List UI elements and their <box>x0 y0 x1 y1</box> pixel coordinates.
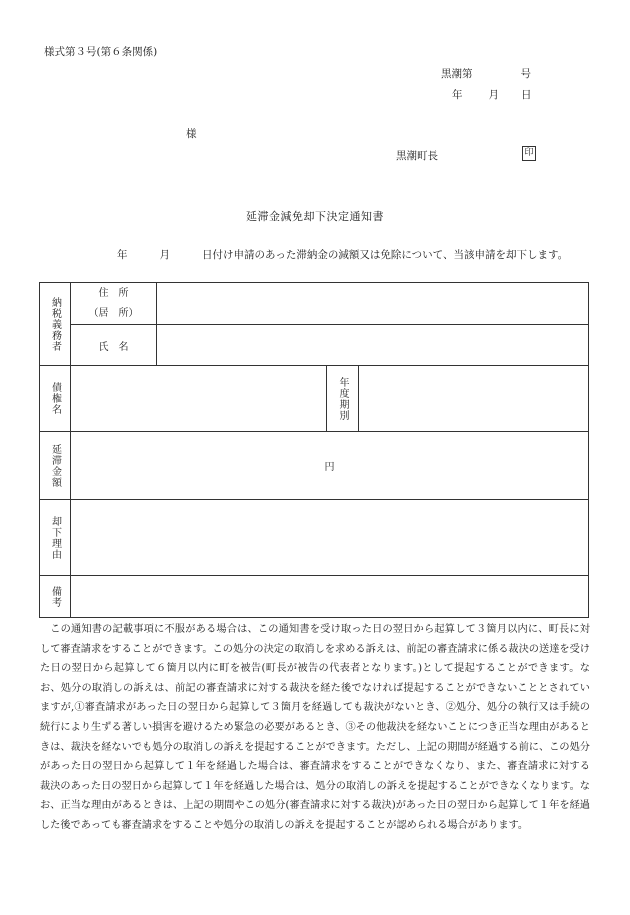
fiscal-period-label-cell <box>327 366 359 432</box>
rejection-reason-field[interactable] <box>71 500 589 576</box>
notice-month-label: 月 <box>159 249 170 261</box>
fiscal-period-field[interactable] <box>359 366 589 432</box>
late-fee-row <box>40 432 589 500</box>
residence-label: （居 所） <box>88 307 139 319</box>
remarks-label-cell <box>40 576 71 618</box>
form-number: 様式第３号(第６条関係) <box>44 46 158 58</box>
address-field[interactable] <box>157 283 589 325</box>
document-title: 延滞金減免却下決定通知書 <box>246 210 384 223</box>
claim-name-label-cell <box>40 366 71 432</box>
rejection-reason-label: 却下理由 <box>49 515 61 560</box>
issue-number-suffix: 号 <box>520 68 531 80</box>
address-label: 住 所 <box>98 287 129 299</box>
issue-number-prefix: 黒潮第 <box>441 68 473 80</box>
taxpayer-label: 納税義務者 <box>49 296 61 352</box>
late-fee-label-cell <box>40 432 71 500</box>
issue-number <box>441 66 531 81</box>
notice-sentence <box>117 247 568 262</box>
claim-name-field[interactable] <box>71 366 327 432</box>
issue-year-label: 年 <box>452 89 463 101</box>
issue-month-label: 月 <box>488 89 499 101</box>
fiscal-period-label: 年度期別 <box>337 376 348 421</box>
notice-year-label: 年 <box>117 249 128 261</box>
address-row <box>40 283 589 325</box>
notice-text: 日付け申請のあった滞納金の減額又は免除について、当該申請を却下します。 <box>202 249 569 261</box>
rejection-reason-row <box>40 500 589 576</box>
remarks-label: 備考 <box>49 585 61 608</box>
issue-day-label: 日 <box>521 89 532 101</box>
claim-name-label: 債権名 <box>49 382 61 415</box>
yen-unit: 円 <box>324 462 335 473</box>
claim-row <box>40 366 589 432</box>
name-row <box>40 325 589 366</box>
details-table <box>39 282 589 618</box>
late-fee-label: 延滞金額 <box>49 443 61 488</box>
remarks-field[interactable] <box>71 576 589 618</box>
addressee-suffix: 様 <box>186 128 197 140</box>
remarks-row <box>40 576 589 618</box>
late-fee-amount-field[interactable] <box>71 432 589 500</box>
rejection-reason-label-cell <box>40 500 71 576</box>
address-label-cell <box>71 283 157 325</box>
name-field[interactable] <box>157 325 589 366</box>
issue-date <box>452 87 532 102</box>
taxpayer-label-cell <box>40 283 71 366</box>
seal-box: 印 <box>522 146 536 161</box>
mayor-title: 黒潮町長 <box>396 150 438 162</box>
appeal-instructions: この通知書の記載事項に不服がある場合は、この通知書を受け取った日の翌日から起算して３箇月以内に、町長に対して審査請求をすることができます。この処分の決定の取消しを求める訴えは、前記の審査請求に係る裁決の送達を受けた日の翌日から起算して６箇月以内に町を被告(町長が被告の代表者となります。)として提起することができます。なお、処分の取消しの訴えは、前記の審査請求に対する裁決を経た後でなければ提起することができないこととされていますが,①審査請求があった日の翌日から起算して３箇月を経過しても裁決がないとき、②処分、処分の執行又は手続の続行により生ずる著しい損害を避けるため緊急の必要があるとき、③その他裁決を経ないことにつき正当な理由があるときは、裁決を経ないでも処分の取消しの訴えを提起することができます。ただし、上記の期間が経過する前に、この処分があった日の翌日から起算して１年を経過した場合は、審査請求をすることができなくなり、また、審査請求に対する裁決のあった日の翌日から起算して１年を経過した場合は、処分の取消しの訴えを提起することができなくなります。なお、正当な理由があるときは、上記の期間やこの処分(審査請求に対する裁決)があった日の翌日から起算して１年を経過した後であっても審査請求をすることや処分の取消しの訴えを提起することが認められる場合があります。 <box>40 624 590 831</box>
name-label: 氏 名 <box>71 325 157 366</box>
